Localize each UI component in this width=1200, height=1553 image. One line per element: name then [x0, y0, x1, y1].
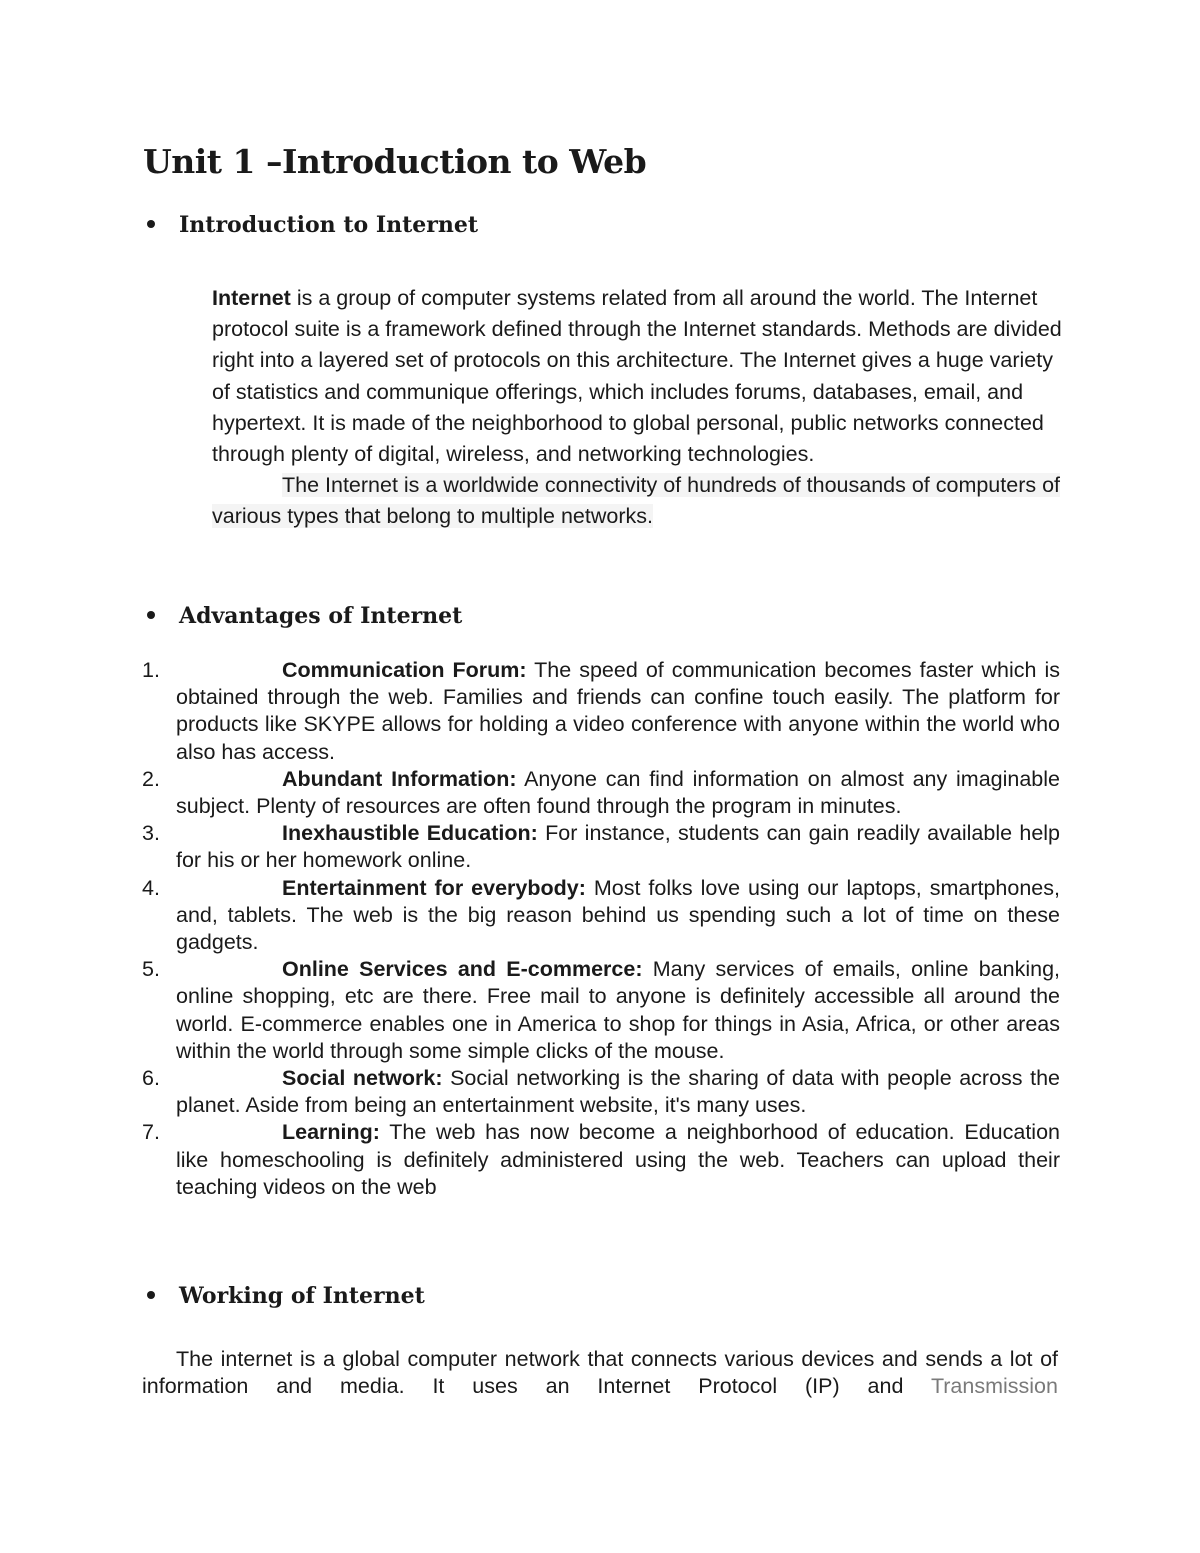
list-item	[142, 657, 1060, 766]
bullet-icon	[147, 611, 155, 619]
working-paragraph-grey: Transmission	[930, 1374, 1058, 1399]
list-item-text: For instance, students can gain readily available help for his or her homework online.	[176, 821, 1061, 873]
list-item-term: Abundant Information:	[282, 766, 517, 791]
list-item	[142, 1065, 1060, 1119]
page-title: Unit 1 –Introduction to Web	[143, 142, 647, 181]
list-item	[142, 766, 1060, 820]
advantages-list	[142, 657, 1060, 1201]
list-item-text: Anyone can find information on almost any imaginable subject. Plenty of resources are often found through the program in minutes.	[176, 766, 1060, 819]
working-paragraph-text: The internet is a global computer network that connects various devices and sends a lot of information and media. It uses an Internet Protocol (IP) and	[142, 1347, 1058, 1399]
list-item-number: 1.	[142, 658, 160, 682]
list-item-number: 6.	[142, 1066, 160, 1091]
list-item-term: Entertainment for everybody:	[282, 875, 586, 900]
list-item-number: 4.	[142, 875, 160, 900]
list-item-term: Online Services and E-commerce:	[282, 957, 643, 982]
list-item-number: 3.	[142, 821, 160, 846]
list-item	[142, 956, 1060, 1065]
list-item-text: Many services of emails, online banking, online shopping, etc are there. Free mail to anyone is definitely accessible all around the world. E-commerce enables one in America to shop for things in Asia, Africa, or other areas within the world through some simple clicks of the mouse.	[176, 957, 1060, 1063]
section-heading-intro	[147, 212, 478, 238]
list-item	[142, 875, 1060, 957]
list-item-text: Most folks love using our laptops, smartphones, and, tablets. The web is the big reason behind us spending such a lot of time on these gadgets.	[176, 875, 1060, 955]
list-item	[142, 820, 1060, 874]
section-heading-working-text: Working of Internet	[179, 1283, 425, 1309]
bullet-icon	[147, 1291, 155, 1299]
list-item-text: Social networking is the sharing of data with people across the planet. Aside from being an entertainment website, it's many uses.	[176, 1066, 1060, 1118]
intro-paragraph-2: The Internet is a worldwide connectivity of hundreds of thousands of computers of various types that belong to multiple networks.	[212, 473, 1061, 529]
list-item-term: Social network:	[282, 1066, 443, 1091]
list-item-number: 7.	[142, 1120, 160, 1145]
list-item-term: Communication Forum:	[282, 658, 527, 682]
intro-paragraph	[212, 283, 1072, 533]
section-heading-intro-text: Introduction to Internet	[179, 212, 479, 238]
bullet-icon	[147, 220, 155, 228]
intro-paragraph-text: is a group of computer systems related from all around the world. The Internet protocol suite is a framework defined through the Internet standards. Methods are divided right into a layered set of protocols on this architecture. The Internet gives a huge variety of statistics and communique offerings, which includes forums, databases, email, and hypertext. It is made of the neighborhood to global personal, public networks connected through plenty of digital, wireless, and networking technologies.	[212, 286, 1062, 467]
list-item-number: 5.	[142, 957, 160, 982]
list-item-term: Inexhaustible Education:	[282, 821, 538, 846]
list-item-number: 2.	[142, 766, 160, 791]
list-item	[142, 1119, 1060, 1201]
section-heading-working	[147, 1283, 425, 1309]
section-heading-advantages	[147, 603, 462, 629]
internet-term: Internet	[212, 286, 291, 310]
list-item-text: The web has now become a neighborhood of education. Education like homeschooling is definitely administered using the web. Teachers can upload their teaching videos on the web	[176, 1120, 1060, 1199]
list-item-text: The speed of communication becomes faster which is obtained through the web. Families and friends can confine touch easily. The platform for products like SKYPE allows for holding a video conference with anyone within the world who also has access.	[176, 658, 1060, 764]
working-paragraph	[142, 1346, 1058, 1400]
list-item-term: Learning:	[282, 1120, 380, 1145]
section-heading-advantages-text: Advantages of Internet	[179, 603, 463, 629]
